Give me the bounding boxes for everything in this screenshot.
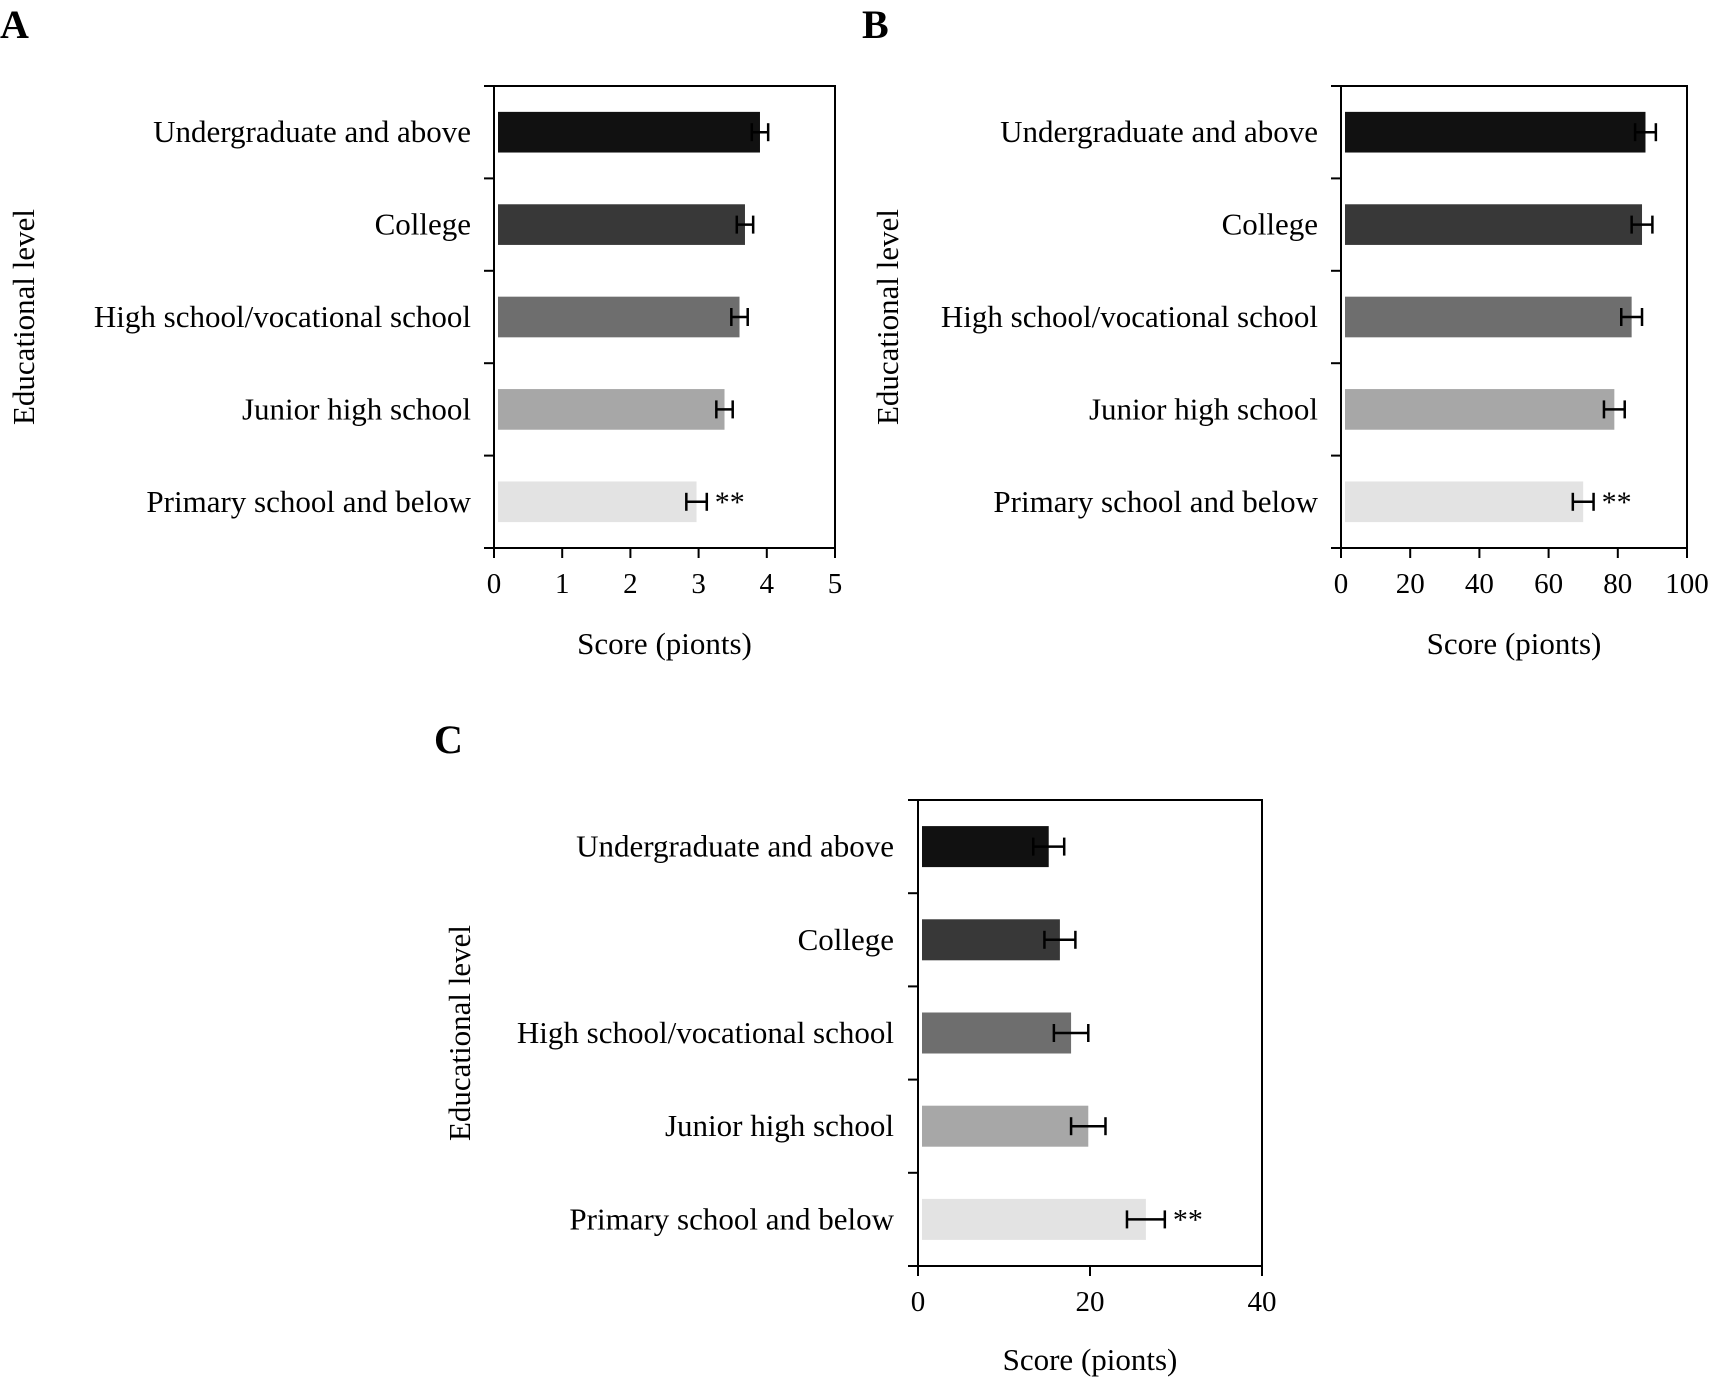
panel-letter: A <box>0 2 29 47</box>
category-label: College <box>797 921 894 957</box>
x-tick-label: 0 <box>1333 568 1349 600</box>
x-tick-label: 0 <box>910 1286 926 1318</box>
significance-label: ** <box>1601 485 1632 519</box>
bar <box>922 1106 1088 1147</box>
bar <box>498 481 697 522</box>
category-label: Primary school and below <box>993 483 1318 519</box>
category-label: Undergraduate and above <box>1000 114 1318 150</box>
bar <box>1345 112 1645 153</box>
significance-label: ** <box>714 485 745 519</box>
category-label: Primary school and below <box>569 1201 894 1237</box>
y-axis-title: Educational level <box>442 924 477 1142</box>
bar <box>1345 297 1632 338</box>
bar <box>922 826 1049 867</box>
x-tick-label: 3 <box>691 568 706 600</box>
y-axis-title: Educational level <box>6 208 41 426</box>
x-tick-label: 1 <box>554 568 570 600</box>
category-label: Undergraduate and above <box>576 828 894 864</box>
significance-label: ** <box>1172 1203 1203 1237</box>
bar <box>922 919 1060 960</box>
x-tick-label: 40 <box>1464 568 1494 600</box>
category-label: Primary school and below <box>146 483 471 519</box>
category-label: High school/vocational school <box>940 299 1318 334</box>
x-tick-label: 100 <box>1665 568 1709 600</box>
panel-letter: B <box>862 2 889 47</box>
bar <box>498 112 760 153</box>
x-tick-label: 20 <box>1395 568 1425 600</box>
category-label: College <box>1221 206 1318 242</box>
category-label: Junior high school <box>241 391 471 427</box>
x-tick-label: 2 <box>623 568 638 600</box>
category-label: Undergraduate and above <box>153 114 471 150</box>
x-tick-label: 4 <box>759 568 775 600</box>
panel-b <box>862 2 1709 661</box>
x-tick-label: 40 <box>1247 1286 1277 1318</box>
panel-letter: C <box>434 717 463 762</box>
bar <box>922 1199 1146 1240</box>
bar <box>1345 204 1642 245</box>
panel-a <box>0 2 842 661</box>
bar <box>1345 389 1614 430</box>
bar <box>498 297 740 338</box>
panel-c <box>434 717 1277 1377</box>
bar <box>498 389 725 430</box>
bar <box>1345 481 1583 522</box>
x-axis-title: Score (pionts) <box>1002 1342 1178 1377</box>
category-label: High school/vocational school <box>93 299 471 334</box>
bar <box>498 204 745 245</box>
x-axis-title: Score (pionts) <box>1426 626 1602 661</box>
category-label: Junior high school <box>1088 391 1318 427</box>
category-label: College <box>374 206 471 242</box>
x-axis-title: Score (pionts) <box>577 626 752 661</box>
x-tick-label: 60 <box>1534 568 1564 600</box>
x-tick-label: 80 <box>1603 568 1633 600</box>
x-tick-label: 0 <box>486 568 502 600</box>
x-tick-label: 20 <box>1075 1286 1105 1318</box>
category-label: High school/vocational school <box>516 1015 894 1050</box>
bar <box>922 1012 1071 1053</box>
x-tick-label: 5 <box>827 568 843 600</box>
y-axis-title: Educational level <box>870 208 905 426</box>
category-label: Junior high school <box>664 1108 894 1144</box>
